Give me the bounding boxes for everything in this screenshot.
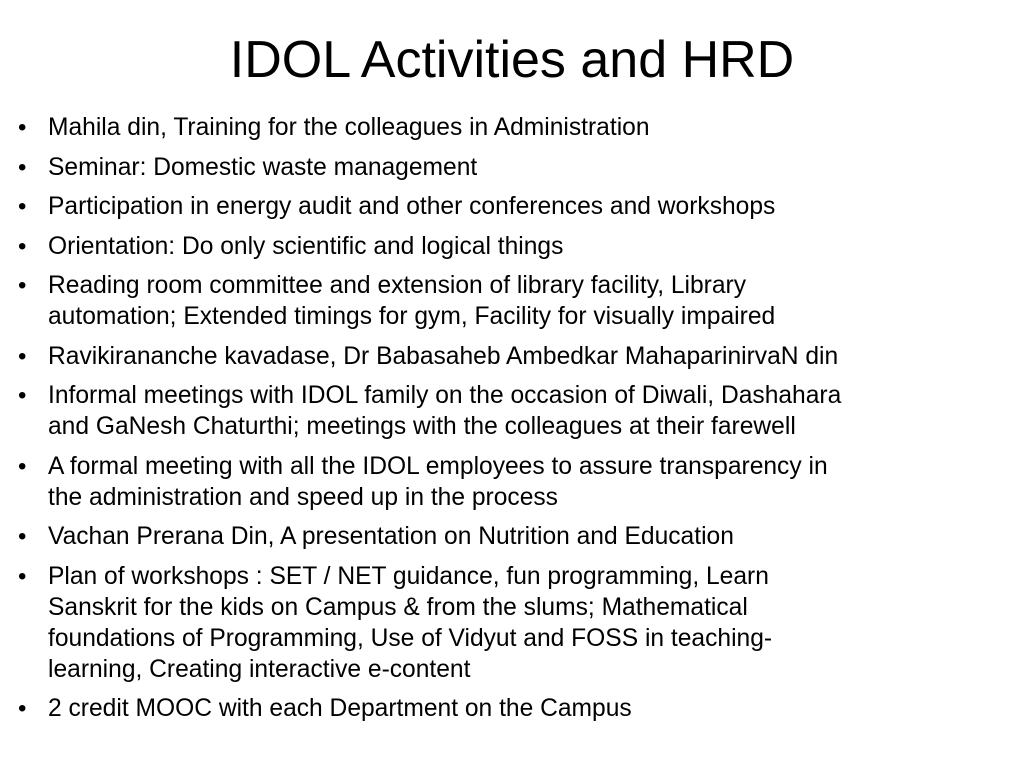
- bullet-icon: •: [18, 193, 27, 220]
- list-item: [16, 521, 1016, 552]
- slide-title: IDOL Activities and HRD: [229, 31, 795, 89]
- bullet-text-line: Orientation: Do only scientific and logical things: [48, 232, 564, 260]
- bullet-text-line: foundations of Programming, Use of Vidyut and FOSS in teaching-: [48, 624, 773, 652]
- bullet-text-line: Sanskrit for the kids on Campus & from the slums; Mathematical: [48, 593, 748, 621]
- bullet-text-line: and GaNesh Chaturthi; meetings with the colleagues at their farewell: [48, 413, 796, 440]
- bullet-text-line: Participation in energy audit and other conferences and workshops: [48, 193, 776, 220]
- bullet-text-line: learning, Creating interactive e-content: [48, 655, 471, 683]
- list-item: [16, 231, 1016, 262]
- list-item: [16, 693, 1016, 724]
- bullet-list: [16, 112, 1016, 733]
- bullet-icon: •: [18, 272, 27, 299]
- list-item: [16, 341, 1016, 372]
- bullet-text-line: Seminar: Domestic waste management: [48, 153, 478, 181]
- bullet-icon: •: [18, 342, 27, 370]
- list-item: [16, 152, 1016, 183]
- list-item: [16, 561, 1016, 685]
- bullet-text-line: 2 credit MOOC with each Department on the Campus: [48, 695, 632, 722]
- list-item: [16, 451, 1016, 513]
- bullet-text-line: Vachan Prerana Din, A presentation on Nutrition and Education: [48, 523, 734, 550]
- bullet-text-line: Plan of workshops : SET / NET guidance, fun programming, Learn: [48, 562, 769, 590]
- bullet-text-line: automation; Extended timings for gym, Facility for visually impaired: [48, 303, 776, 330]
- bullet-icon: •: [18, 562, 27, 590]
- list-item: [16, 191, 1016, 222]
- bullet-text-line: A formal meeting with all the IDOL employees to assure transparency in: [48, 452, 828, 480]
- bullet-text-line: Reading room committee and extension of library facility, Library: [48, 272, 747, 299]
- bullet-icon: •: [18, 695, 27, 722]
- bullet-text-line: Mahila din, Training for the colleagues in Administration: [48, 114, 650, 141]
- bullet-icon: •: [18, 523, 27, 550]
- list-item: [16, 112, 1016, 143]
- list-item: [16, 270, 1016, 332]
- bullet-text-line: the administration and speed up in the process: [48, 483, 558, 511]
- bullet-icon: •: [18, 114, 27, 141]
- bullet-text-line: Ravikirananche kavadase, Dr Babasaheb Ambedkar MahaparinirvaN din: [48, 342, 839, 370]
- bullet-icon: •: [18, 153, 27, 181]
- bullet-icon: •: [18, 452, 27, 480]
- bullet-icon: •: [18, 232, 27, 260]
- bullet-icon: •: [18, 382, 27, 409]
- bullet-text-line: Informal meetings with IDOL family on the occasion of Diwali, Dashahara: [48, 382, 842, 409]
- list-item: [16, 380, 1016, 442]
